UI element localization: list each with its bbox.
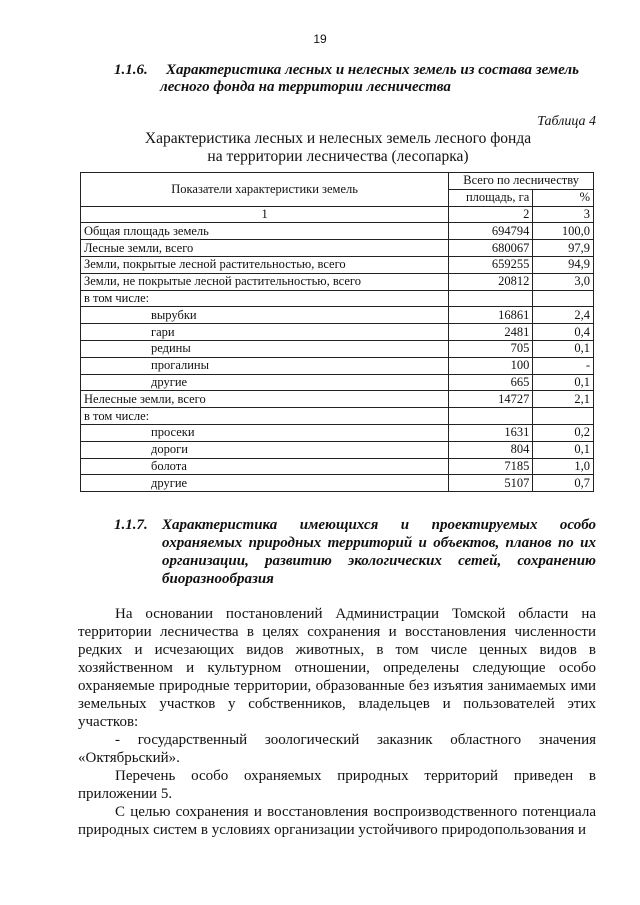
col-num-3: 3: [533, 206, 594, 223]
table-caption-line-2: на территории лесничества (лесопарка): [207, 148, 469, 165]
row-area: 804: [449, 441, 533, 458]
row-label: Земли, покрытые лесной растительностью, всего: [81, 256, 449, 273]
row-label: Нелесные земли, всего: [81, 391, 449, 408]
table-caption-line-1: Характеристика лесных и нелесных земель лесного фонда: [144, 130, 532, 147]
row-label: дороги: [81, 441, 449, 458]
table-row: [81, 340, 594, 357]
row-area: 659255: [449, 256, 533, 273]
paragraph: - государственный зоологический заказник областного значения «Октябрьский».: [78, 732, 596, 766]
table-row: [81, 273, 594, 290]
table-row: [81, 357, 594, 374]
row-area: 20812: [449, 273, 533, 290]
section-title-line-1: Характеристика лесных и нелесных земель из состава земель: [166, 62, 579, 78]
col-num-2: 2: [449, 206, 533, 223]
row-area: 2481: [449, 324, 533, 341]
row-percent: 94,9: [533, 256, 594, 273]
table-row: [81, 256, 594, 273]
row-percent: 1,0: [533, 458, 594, 475]
row-percent: 0,1: [533, 441, 594, 458]
row-label: болота: [81, 458, 449, 475]
row-label: другие: [81, 475, 449, 492]
row-area: 16861: [449, 307, 533, 324]
table-row: [81, 307, 594, 324]
section-number: 1.1.6.: [114, 62, 148, 78]
row-percent: 100,0: [533, 223, 594, 240]
paragraph: На основании постановлений Администрации Томской области на территории лесничества в целях сохранения и восстановления численности редких и исчезающих видов животных, в том числе ценных видов в хозяйственном и культурном отношении, определены следующие особо охраняемые природные территории, образованные без изъятия занимаемых ими земельных участков у собственников, владельцев и пользователей этих участков:: [78, 606, 596, 730]
row-area: 100: [449, 357, 533, 374]
row-label: другие: [81, 374, 449, 391]
row-percent: 2,4: [533, 307, 594, 324]
row-percent: [533, 408, 594, 425]
row-percent: 0,1: [533, 340, 594, 357]
row-area: 5107: [449, 475, 533, 492]
row-label: просеки: [81, 424, 449, 441]
row-percent: 0,2: [533, 424, 594, 441]
row-area: 680067: [449, 240, 533, 257]
row-label: Земли, не покрытые лесной растительностью, всего: [81, 273, 449, 290]
row-area: 665: [449, 374, 533, 391]
header-total: Всего по лесничеству: [449, 173, 594, 190]
section-title: Характеристика имеющихся и проектируемых особо охраняемых природных территорий и объектов, планов по их организации, развитию экологических сетей, сохранению биоразнообразия: [162, 517, 596, 587]
row-label: Лесные земли, всего: [81, 240, 449, 257]
section-heading-1-1-7: [114, 516, 596, 588]
table-row: [81, 324, 594, 341]
section-title-line-2: лесного фонда на территории лесничества: [160, 79, 451, 95]
table-row: [81, 290, 594, 307]
row-label: вырубки: [81, 307, 449, 324]
col-num-1: 1: [81, 206, 449, 223]
header-area: площадь, га: [449, 189, 533, 206]
row-label: гари: [81, 324, 449, 341]
row-area: 694794: [449, 223, 533, 240]
row-area: [449, 408, 533, 425]
row-area: 705: [449, 340, 533, 357]
row-percent: 2,1: [533, 391, 594, 408]
row-label: Общая площадь земель: [81, 223, 449, 240]
row-percent: -: [533, 357, 594, 374]
table-row: [81, 458, 594, 475]
table-row: [81, 475, 594, 492]
row-percent: 0,1: [533, 374, 594, 391]
row-label: прогалины: [81, 357, 449, 374]
table-row: [81, 391, 594, 408]
body-text: [78, 605, 596, 839]
row-area: [449, 290, 533, 307]
row-percent: 0,7: [533, 475, 594, 492]
row-label: редины: [81, 340, 449, 357]
table-row: [81, 240, 594, 257]
table-caption: [78, 130, 598, 166]
row-label: в том числе:: [81, 408, 449, 425]
row-area: 14727: [449, 391, 533, 408]
table-row: [81, 223, 594, 240]
row-percent: 3,0: [533, 273, 594, 290]
row-area: 1631: [449, 424, 533, 441]
row-percent: 97,9: [533, 240, 594, 257]
page-number: 19: [313, 32, 327, 46]
table-number: Таблица 4: [537, 114, 596, 129]
paragraph: С целью сохранения и восстановления воспроизводственного потенциала природных систем в условиях организации устойчивого природопользования и: [78, 804, 596, 838]
row-percent: [533, 290, 594, 307]
row-area: 7185: [449, 458, 533, 475]
header-indicator: Показатели характеристики земель: [81, 173, 449, 207]
table-row: [81, 374, 594, 391]
paragraph: Перечень особо охраняемых природных территорий приведен в приложении 5.: [78, 768, 596, 802]
header-percent: %: [533, 189, 594, 206]
table-row: [81, 424, 594, 441]
row-percent: 0,4: [533, 324, 594, 341]
table-row: [81, 408, 594, 425]
row-label: в том числе:: [81, 290, 449, 307]
section-heading-1-1-6: [114, 62, 596, 96]
table-row: [81, 441, 594, 458]
land-characteristics-table: [80, 172, 594, 492]
section-number: 1.1.7.: [114, 517, 148, 533]
